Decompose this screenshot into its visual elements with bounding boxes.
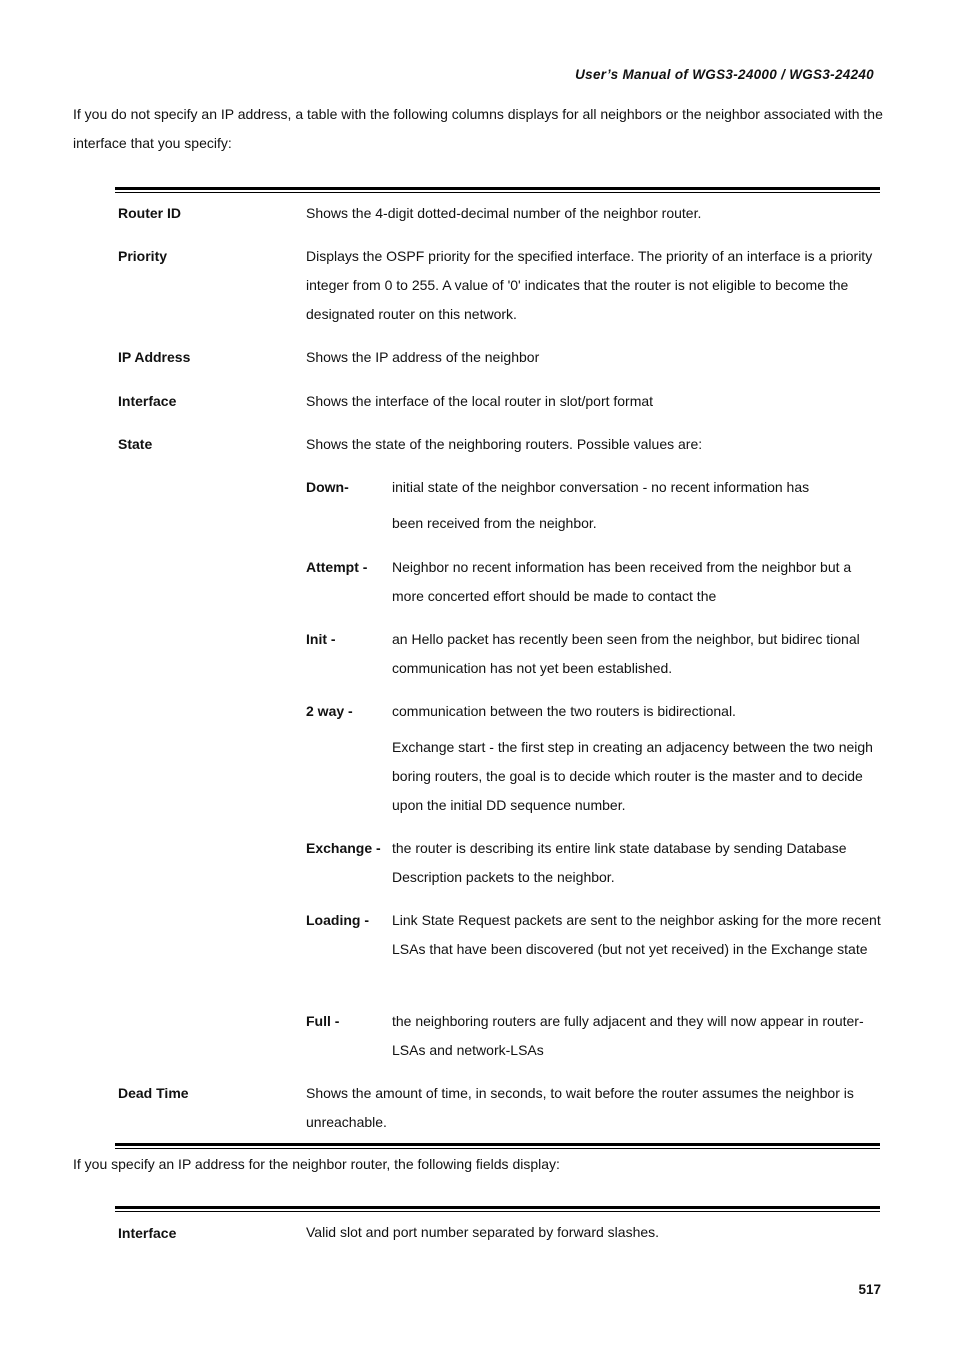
page-header: User’s Manual of WGS3-24000 / WGS3-24240	[575, 67, 874, 82]
row-desc-interface: Shows the interface of the local router in slot/port format	[306, 393, 654, 409]
row-desc-ip-address: Shows the IP address of the neighbor	[306, 349, 540, 365]
row-desc-state: Shows the state of the neighboring routers. Possible values are:	[306, 436, 703, 452]
state-desc-attempt: Neighbor no recent information has been received from the neighbor but a more concerted effort should be made to contact the	[392, 559, 852, 604]
table1-top-rule	[115, 187, 880, 193]
state-desc-exchange-start: Exchange start - the first step in creating an adjacency between the two neigh boring routers, the goal is to decide which router is the master and to decide upon the initial DD sequence number.	[392, 739, 873, 813]
row-desc-dead-time: Shows the amount of time, in seconds, to wait before the router assumes the neighbor is unreachable.	[306, 1085, 854, 1130]
state-term-down: Down-	[306, 479, 349, 495]
row-label-interface: Interface	[118, 393, 177, 409]
intro2-paragraph: If you specify an IP address for the neighbor router, the following fields display:	[73, 1156, 560, 1172]
row-desc-priority: Displays the OSPF priority for the specified interface. The priority of an interface is a priority integer from 0 to 255. A value of '0' indicates that the router is not eligible to become the designated router on this network.	[306, 248, 873, 322]
state-term-2way: 2 way -	[306, 703, 353, 719]
state-desc-loading: Link State Request packets are sent to the neighbor asking for the more recent LSAs that have been discovered (but not yet received) in the Exchange state	[392, 912, 881, 957]
state-term-init: Init -	[306, 631, 336, 647]
page-number: 517	[858, 1282, 881, 1297]
intro-paragraph: If you do not specify an IP address, a table with the following columns displays for all neighbors or the neighbor associated with the interface that you specify:	[73, 106, 883, 151]
state-desc-full: the neighboring routers are fully adjacent and they will now appear in router-LSAs and network-LSAs	[392, 1013, 864, 1058]
state-desc-down: initial state of the neighbor conversation - no recent information has	[392, 479, 810, 495]
state-term-full: Full -	[306, 1013, 340, 1029]
state-term-attempt: Attempt -	[306, 559, 368, 575]
state-desc-down-cont: been received from the neighbor.	[392, 515, 597, 531]
table2-top-rule	[115, 1206, 880, 1212]
row-label-ip-address: IP Address	[118, 349, 191, 365]
state-desc-2way: communication between the two routers is bidirectional.	[392, 703, 736, 719]
table2-row-label-interface: Interface	[118, 1225, 177, 1241]
row-desc-router-id: Shows the 4-digit dotted-decimal number of the neighbor router.	[306, 205, 702, 221]
row-label-priority: Priority	[118, 248, 168, 264]
table1-bottom-rule	[115, 1143, 880, 1149]
state-desc-exchange: the router is describing its entire link state database by sending Database Description packets to the neighbor.	[392, 840, 847, 885]
state-term-exchange: Exchange -	[306, 840, 381, 856]
state-term-loading: Loading -	[306, 912, 369, 928]
state-desc-init: an Hello packet has recently been seen from the neighbor, but bidirec tional communication has not yet been established.	[392, 631, 860, 676]
table2-row-desc-interface: Valid slot and port number separated by forward slashes.	[306, 1224, 660, 1240]
row-label-state: State	[118, 436, 153, 452]
row-label-dead-time: Dead Time	[118, 1085, 189, 1101]
row-label-router-id: Router ID	[118, 205, 181, 221]
